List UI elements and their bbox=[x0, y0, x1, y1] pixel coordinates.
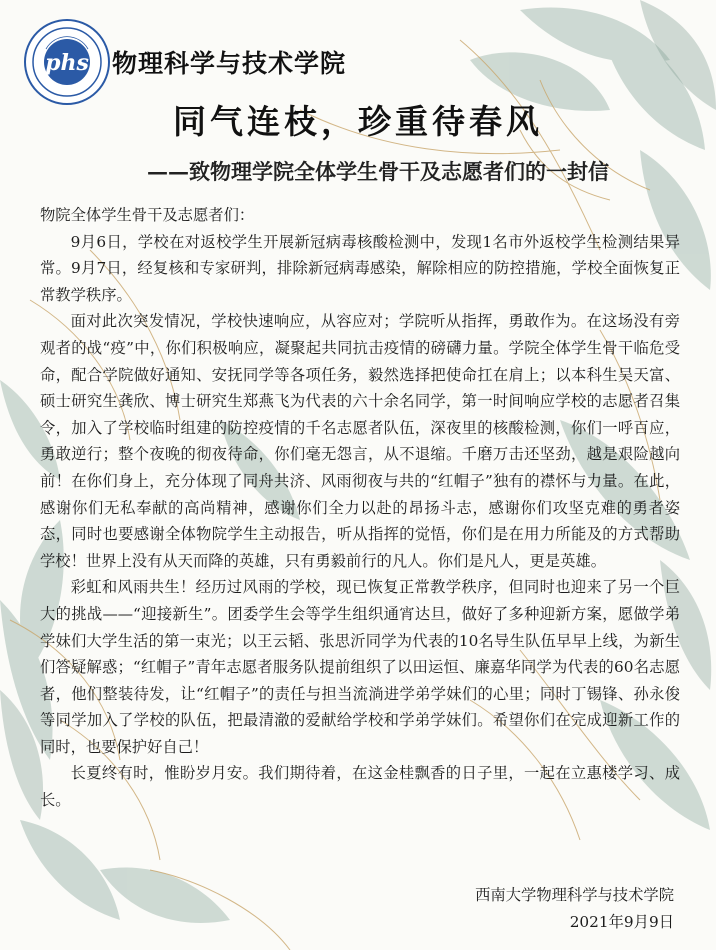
page-title: 同气连枝，珍重待春风 bbox=[173, 102, 543, 141]
logo-emblem bbox=[26, 21, 108, 103]
signature-organization: 西南大学物理科学与技术学院 bbox=[475, 886, 674, 904]
page-subtitle: ——致物理学院全体学生骨干及志愿者们的一封信 bbox=[147, 159, 609, 184]
leaf-shape bbox=[100, 867, 230, 923]
signature-date: 2021年9月9日 bbox=[569, 913, 674, 931]
letter-paragraph: 彩虹和风雨共生！经历过风雨的学校，现已恢复正常教学秩序，但同时也迎来了另一个巨大的挑战——“迎接新生”。团委学生会等学生组织通宵达旦，做好了多种迎新方案，愿做学弟学妹们大学生活的第一束光；以王云韬、张思沂同学为代表的10名导生队伍早早上线，为新生们答疑解惑；“红帽子”青年志愿者服务队提前组织了以田运恒、廉嘉华同学为代表的60名志愿者，他们整装待发，让“红帽子”的责任与担当流淌进学弟学妹们的心里；同时丁锡锋、孙永俊等同学加入了学校的队伍，把最清澈的爱献给学校和学弟学妹们。希望你们在完成迎新工作的同时，也要保护好自己！ bbox=[40, 578, 680, 756]
letter-salutation: 物院全体学生骨干及志愿者们： bbox=[40, 206, 255, 224]
letter-body bbox=[40, 202, 680, 814]
letter-paragraph: 9月6日，学校在对返校学生开展新冠病毒核酸检测中，发现1名市外返校学生检测结果异常。9月7日，经复核和专家研判，排除新冠病毒感染，解除相应的防控措施，学校全面恢复正常教学秩序。 bbox=[40, 232, 680, 304]
svg-text:phs: phs bbox=[45, 50, 89, 76]
university-logo bbox=[24, 19, 110, 105]
letter-paragraph: 长夏终有时，惟盼岁月安。我们期待着，在这金桂飘香的日子里，一起在立惠楼学习、成长。 bbox=[40, 764, 680, 810]
signature-block bbox=[475, 882, 674, 936]
college-name: 物理科学与技术学院 bbox=[112, 49, 347, 78]
letter-paragraph: 面对此次突发情况，学校快速响应，从容应对；学院听从指挥，勇敢作为。在这场没有旁观者的战“疫”中，你们积极响应，凝聚起共同抗击疫情的磅礴力量。学院全体学生骨干临危受命，配合学院做好通知、安抚同学等各项任务，毅然选择把使命扛在肩上；以本科生吴天富、硕士研究生龚欣、博士研究生郑燕飞为代表的六十余名同学，第一时间响应学校的志愿者召集令，加入了学校临时组建的防控疫情的千名志愿者队伍，深夜里的核酸检测，你们一呼百应，勇敢逆行；整个夜晚的彻夜待命，你们毫无怨言，从不退缩。千磨万击还坚劲，越是艰险越向前！在你们身上，充分体现了同舟共济、风雨彻夜与共的“红帽子”独有的襟怀与力量。在此，感谢你们无私奉献的高尚精神，感谢你们全力以赴的昂扬斗志，感谢你们攻坚克难的勇者姿态，同时也要感谢全体物院学生主动报告，听从指挥的觉悟，你们是在用力所能及的方式帮助学校！世界上没有从天而降的英雄，只有勇毅前行的凡人。你们是凡人，更是英雄。 bbox=[40, 312, 680, 570]
